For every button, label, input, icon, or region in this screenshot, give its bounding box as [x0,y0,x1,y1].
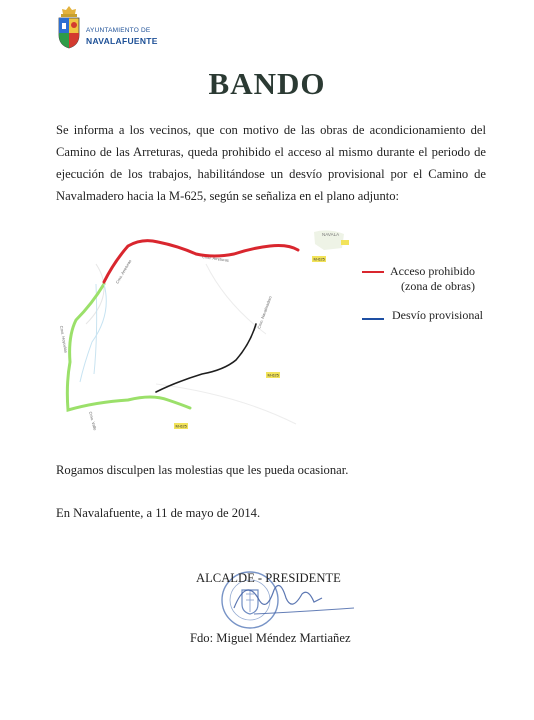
town-label: NAVALA [322,232,340,237]
road-label-bottom: M-625 [175,423,187,429]
coat-of-arms-icon [56,5,82,49]
legend-detour-label: Desvío provisional [392,308,483,322]
municipality-logo [56,5,176,51]
announcement-text: Se informa a los vecinos, que con motivo de las obras de acondicionamiento del Camino de las Arreturas, queda prohibido el acceso al mismo durante el periodo de ejecución de los trabajos, habilitándose un desvío provisional por el Camino de Navalmadero hacia la M-625, según se señaliza en el plano adjunto: [56,123,486,203]
navalmadero-label: Cmo. Navalmadero [256,295,273,330]
legend-prohibited-label: Acceso prohibido [390,264,475,278]
arreturas-label-2: Cmo. Arreturas [201,254,230,263]
logo-org-name: NAVALAFUENTE [86,36,158,46]
route-map [56,224,354,434]
road-label-mid: M-625 [267,372,279,378]
bottom-road-label: Cmo. Valle [88,410,98,431]
page-title: BANDO [208,66,326,101]
closing-text: Rogamos disculpen las molestias que les pueda ocasionar. [56,463,349,477]
legend-detour-swatch [362,318,384,320]
legend-prohibited-swatch [362,271,384,273]
signatory-name: Fdo: Miguel Méndez Martiañez [190,631,351,645]
left-road-label: Cmo. Hoyuelas [59,325,69,354]
signatory-title: ALCALDE - PRESIDENTE [196,571,341,585]
road-label-top: M-625 [313,256,325,262]
place-date: En Navalafuente, a 11 de mayo de 2014. [56,506,261,520]
logo-org-prefix: AYUNTAMIENTO DE [86,27,151,34]
legend-prohibited-sublabel: (zona de obras) [401,279,475,293]
arreturas-label-1: Cmo. Arreturas [114,258,133,285]
